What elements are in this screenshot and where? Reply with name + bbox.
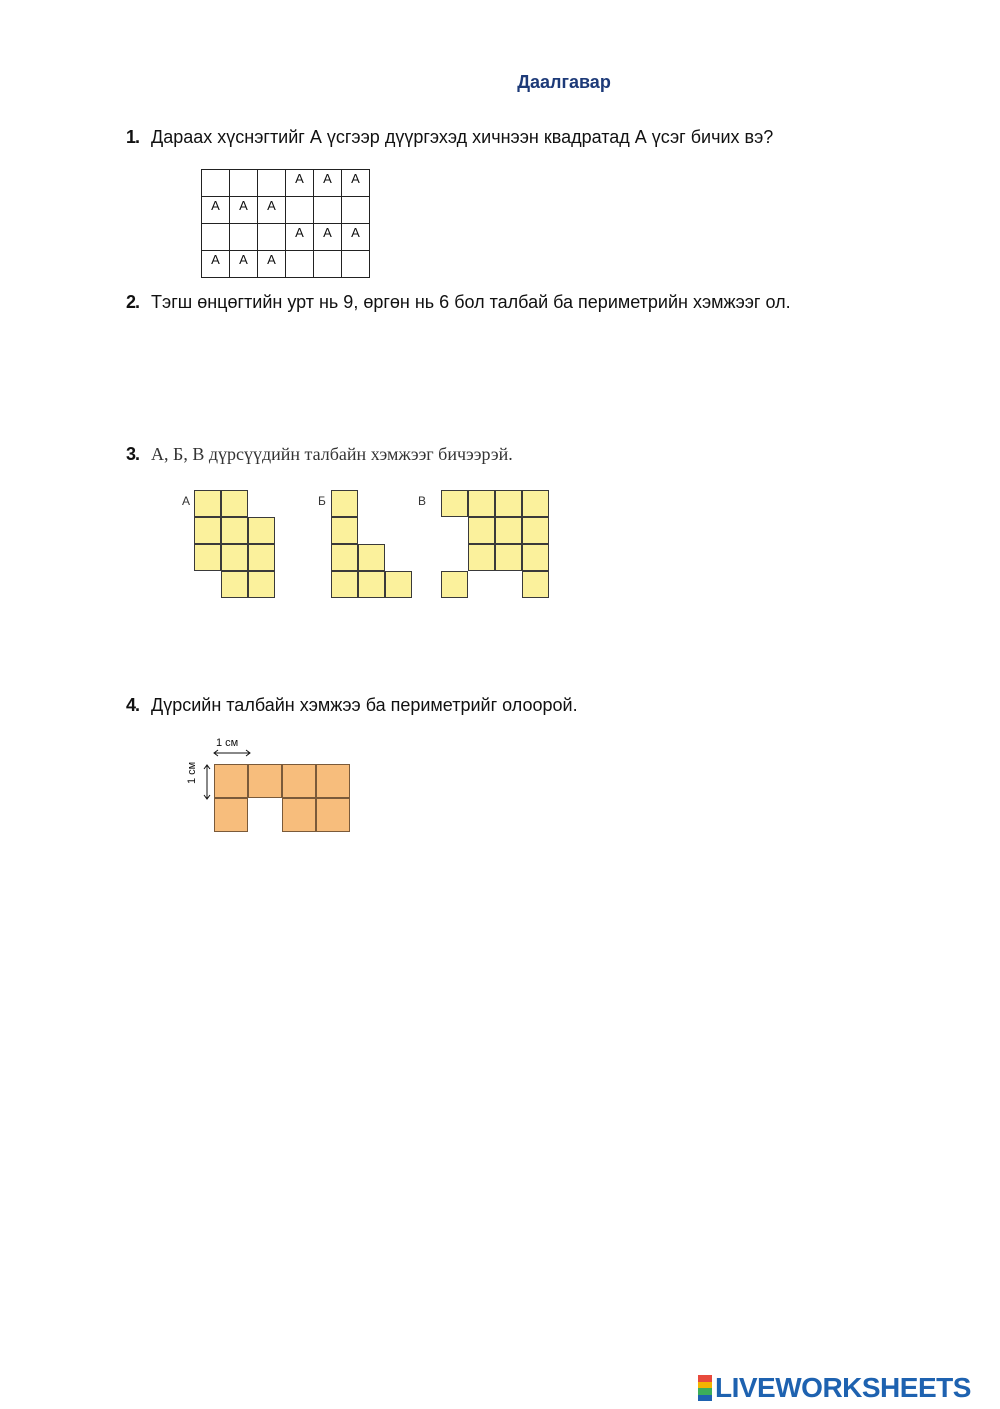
table-row [202,224,370,251]
shape-cell [248,517,275,544]
grid-cell [342,251,370,278]
shape-cell [282,764,316,798]
grid-cell [202,170,230,197]
grid-cell: A [202,251,230,278]
question-3 [126,444,513,465]
grid-cell [258,224,286,251]
grid-cell [286,197,314,224]
shape-cell [194,544,221,571]
grid-cell: A [314,224,342,251]
grid-cell: A [202,197,230,224]
shape-cell [194,490,221,517]
shape-cell [385,571,412,598]
shape-cell [441,490,468,517]
shape-cell [316,798,350,832]
shape-cell [331,571,358,598]
page-title: Даалгавар [517,72,611,92]
question-number: 4. [126,695,140,715]
shape-cell [468,517,495,544]
shape-cell [221,544,248,571]
height-dimension-label: 1 см [186,761,198,784]
grid-cell [314,197,342,224]
shape-cell [522,544,549,571]
width-dimension-label: 1 см [216,737,239,749]
logo-text: LIVEWORKSHEETS [715,1372,971,1403]
question-text: Дараах хүснэгтийг А үсгээр дүүргэхэд хичнээн квадратад А үсэг бичих вэ? [151,127,774,147]
question-text: Дүрсийн талбайн хэмжээ ба периметрийг олоорой. [151,695,578,715]
shape-cell [282,798,316,832]
question-2 [126,292,791,313]
grid-cell [230,170,258,197]
grid-cell [258,170,286,197]
shape-cell [248,544,275,571]
table-row [202,170,370,197]
shape-cell [194,517,221,544]
shape-cell [214,798,248,832]
shape-cell [495,490,522,517]
shape-cell [221,517,248,544]
grid-cell: A [258,251,286,278]
height-arrow-icon [202,763,212,801]
grid-cell: A [230,251,258,278]
shape-cell [495,544,522,571]
shape-cell [331,490,358,517]
question-number: 3. [126,444,140,464]
grid-cell [286,251,314,278]
shape-cell [522,490,549,517]
table-row [202,251,370,278]
shape-cell [468,490,495,517]
question-text: А, Б, В дүрсүүдийн талбайн хэмжээг бичээрэй. [151,444,513,464]
shape-cell [331,544,358,571]
shape-cell [522,571,549,598]
figure-b-label: Б [318,494,326,508]
logo-mark-icon [698,1375,712,1401]
shape-cell [358,544,385,571]
shape-cell [495,517,522,544]
shape-cell [248,764,282,798]
shape-cell [214,764,248,798]
width-arrow-icon [212,748,252,758]
shape-cell [358,571,385,598]
letter-grid [201,169,370,278]
shape-cell [316,764,350,798]
question-number: 2. [126,292,140,312]
figure-v-label: В [418,494,427,508]
grid-cell [314,251,342,278]
grid-cell [230,224,258,251]
liveworksheets-logo [698,1372,971,1404]
question-1 [126,127,773,148]
grid-cell: A [286,170,314,197]
grid-cell: A [314,170,342,197]
grid-cell [202,224,230,251]
question-4 [126,695,578,716]
grid-cell [342,197,370,224]
grid-cell: A [286,224,314,251]
grid-cell: A [342,170,370,197]
shape-cell [331,517,358,544]
grid-cell: A [342,224,370,251]
table-row [202,197,370,224]
shape-cell [522,517,549,544]
grid-cell: A [230,197,258,224]
shape-cell [468,544,495,571]
shape-cell [221,490,248,517]
figure-a-label: А [182,494,191,508]
shape-cell [221,571,248,598]
grid-cell: A [258,197,286,224]
shape-cell [441,571,468,598]
shape-cell [248,571,275,598]
question-text: Тэгш өнцөгтийн урт нь 9, өргөн нь 6 бол талбай ба периметрийн хэмжээг ол. [151,292,791,312]
question-number: 1. [126,127,140,147]
